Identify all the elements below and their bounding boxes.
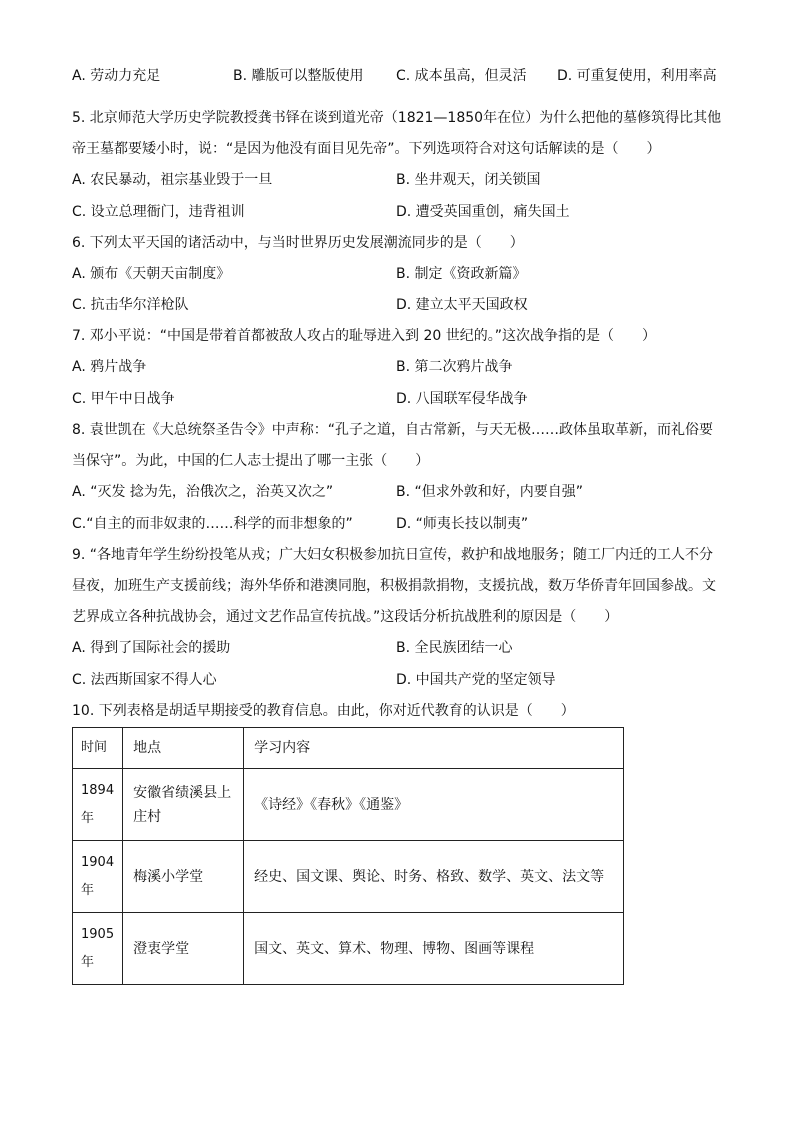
q6-option-a: A. 颁布《天朝天亩制度》 (72, 266, 231, 282)
q5-option-c: C. 设立总理衙门，违背祖训 (72, 204, 245, 220)
q5-option-a: A. 农民暴动，祖宗基业毁于一旦 (72, 172, 273, 188)
table-header-row (73, 728, 624, 769)
q9-option-a: A. 得到了国际社会的援助 (72, 640, 231, 656)
q7-option-d: D. 八国联军侵华战争 (396, 391, 528, 407)
q7-option-a: A. 鸦片战争 (72, 359, 147, 375)
q8-option-c: C.“自主的而非奴隶的……科学的而非想象的” (72, 516, 353, 532)
q6-stem: 6. 下列太平天国的诸活动中，与当时世界历史发展潮流同步的是（ ） (72, 235, 524, 251)
table-row (73, 841, 624, 913)
q9-stem-line-1: 9. “各地青年学生纷纷投笔从戎；广大妇女积极参加抗日宣传，救护和战地服务；随工厂内迁的工人不分 (72, 547, 714, 563)
q5-option-b: B. 坐井观天，闭关锁国 (396, 172, 541, 188)
q8-option-b: B. “但求外敦和好，内要自强” (396, 484, 584, 500)
q8-option-d: D. “师夷长技以制夷” (396, 516, 529, 532)
cell-place: 澄衷学堂 (123, 913, 244, 985)
q6-option-c: C. 抗击华尔洋枪队 (72, 297, 189, 313)
cell-content: 《诗经》《春秋》《通鉴》 (244, 769, 624, 841)
cell-place: 安徽省绩溪县上庄村 (123, 769, 244, 841)
q7-stem: 7. 邓小平说：“中国是带着首都被敌人攻占的耻辱进入到 20 世纪的。”这次战争指的是（ ） (72, 328, 657, 344)
header-place: 地点 (123, 728, 244, 769)
q4-option-a: A. 劳动力充足 (72, 68, 161, 84)
q4-option-c: C. 成本虽高，但灵活 (396, 68, 527, 84)
q6-option-b: B. 制定《资政新篇》 (396, 266, 527, 282)
header-content: 学习内容 (244, 728, 624, 769)
table-row (73, 769, 624, 841)
cell-content: 经史、国文课、舆论、时务、格致、数学、英文、法文等 (244, 841, 624, 913)
q8-stem-line-2: 当保守”。为此，中国的仁人志士提出了哪一主张（ ） (72, 453, 430, 469)
q8-stem-line-1: 8. 袁世凯在《大总统祭圣告令》中声称：“孔子之道，自古常新，与天无极……政体虽取革新，而礼俗要 (72, 422, 714, 438)
q8-option-a: A. “灭发 捻为先，治俄次之，治英又次之” (72, 484, 334, 500)
q5-stem-line-2: 帝王墓都要矮小时，说：“是因为他没有面目见先帝”。下列选项符合对这句话解读的是（ ） (72, 141, 661, 157)
q9-stem-line-3: 艺界成立各种抗战协会，通过文艺作品宣传抗战。”这段话分析抗战胜利的原因是（ ） (72, 609, 619, 625)
cell-time: 1894年 (73, 769, 123, 841)
q5-option-d: D. 遭受英国重创，痛失国土 (396, 204, 570, 220)
cell-content: 国文、英文、算术、物理、博物、图画等课程 (244, 913, 624, 985)
q7-option-b: B. 第二次鸦片战争 (396, 359, 513, 375)
cell-time: 1904年 (73, 841, 123, 913)
header-time: 时间 (73, 728, 123, 769)
cell-time: 1905年 (73, 913, 123, 985)
q9-option-b: B. 全民族团结一心 (396, 640, 513, 656)
q9-option-d: D. 中国共产党的坚定领导 (396, 672, 556, 688)
q9-option-c: C. 法西斯国家不得人心 (72, 672, 217, 688)
q5-stem-line-1: 5. 北京师范大学历史学院教授龚书铎在谈到道光帝（1821—1850年在位）为什么把他的墓修筑得比其他 (72, 110, 722, 126)
q4-option-b: B. 雕版可以整版使用 (233, 68, 364, 84)
q10-stem: 10. 下列表格是胡适早期接受的教育信息。由此，你对近代教育的认识是（ ） (72, 703, 575, 719)
education-table (72, 727, 624, 985)
table-row (73, 913, 624, 985)
cell-place: 梅溪小学堂 (123, 841, 244, 913)
q9-stem-line-2: 昼夜，加班生产支援前线；海外华侨和港澳同胞，积极捐款捐物，支援抗战，数万华侨青年回国参战。文 (72, 578, 716, 594)
q4-option-d: D. 可重复使用，利用率高 (557, 68, 717, 84)
q6-option-d: D. 建立太平天国政权 (396, 297, 528, 313)
q7-option-c: C. 甲午中日战争 (72, 391, 175, 407)
